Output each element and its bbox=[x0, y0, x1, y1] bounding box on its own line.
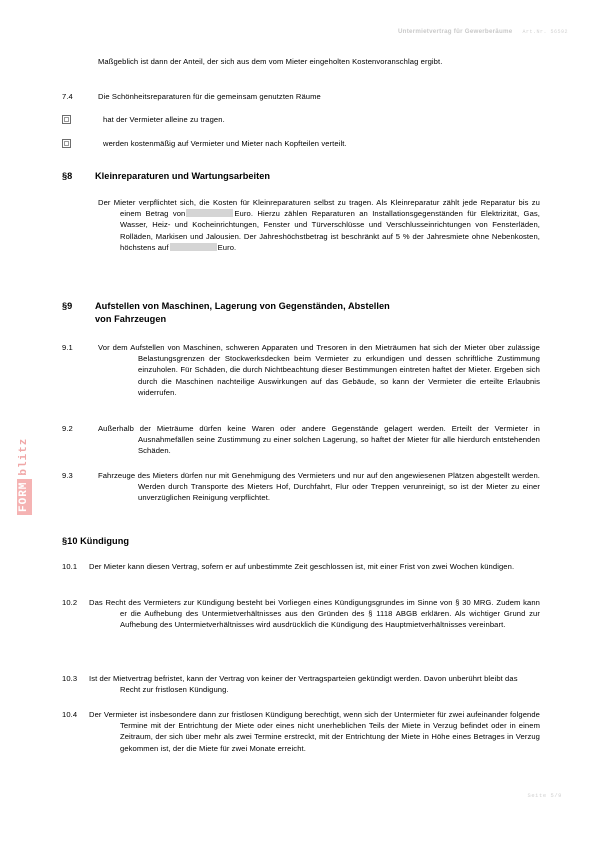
section-9-heading bbox=[62, 300, 540, 326]
clause-9-3 bbox=[62, 470, 540, 504]
clause-9-2-text: Außerhalb der Mieträume dürfen keine Waren oder andere Gegenstände gelagert werden. Erteilt der Vermieter in Ausnahmefällen seine Zustimmung zu einer solchen Lagerung, so haftet der Mieter für alle hierdurch entstehenden Schäden. bbox=[98, 424, 540, 456]
section-8-paragraph bbox=[98, 197, 540, 253]
section-8-title: Kleinreparaturen und Wartungsarbeiten bbox=[95, 171, 271, 181]
section-8-text-part1: Der Mieter verpflichtet sich, die Kosten für Kleinreparaturen selbst zu tragen. Als Kleinreparatur zählt jede Reparatur bis zu einem Betrag von bbox=[98, 198, 540, 219]
checkbox-option-1-label: hat der Vermieter alleine zu tragen. bbox=[103, 115, 225, 124]
document-header bbox=[398, 28, 568, 35]
clause-10-3 bbox=[62, 673, 540, 695]
clause-10-4-number: 10.4 bbox=[62, 710, 78, 719]
header-document-title: Untermietvertrag für Gewerberäume bbox=[397, 28, 513, 35]
section-8-text-part2: Euro. Hierzu zählen Reparaturen an Installationsgegenständen für Elektrizität, Gas, Wasser, Heiz- und Kocheinrichtungen, Fenster und Türverschlüsse und Verschlusseinrichtungen von Fensterläden, Rolläden, Markisen und Jalousien. Der Jahreshöchstbetrag ist beschränkt auf 5 % der Jahresmiete ohne Nebenkosten, höchstens auf bbox=[120, 209, 540, 252]
clause-9-1 bbox=[62, 342, 540, 398]
clause-7-4-intro-text: Maßgeblich ist dann der Anteil, der sich aus dem vom Mieter eingeholten Kostenvoranschlag ergibt. bbox=[98, 57, 443, 66]
clause-9-2-number: 9.2 bbox=[62, 424, 73, 433]
clause-10-4-text: Der Vermieter ist insbesondere dann zur fristlosen Kündigung berechtigt, wenn sich der Untermieter für zwei aufeinander folgende Termine mit der Entrichtung der Miete oder eines nicht unerheblichen Teils der Miete in Verzug befindet oder in einem Zeitraum, der sich über mehr als zwei Termine erstreckt, mit der Entrichtung der Miete in Höhe eines Betrages in Verzug gekommen ist, der die Miete für zwei Monate erreicht. bbox=[89, 710, 540, 753]
section-8-text-part3: Euro. bbox=[217, 242, 237, 252]
clause-9-1-text: Vor dem Aufstellen von Maschinen, schweren Apparaten und Tresoren in den Mieträumen hat sich der Mieter über zulässige Belastungsgrenzen der Stockwerksdecken beim Vermieter zu erkundigen und dessen schriftliche Zustimmung einzuholen. Für Schäden, die durch Nichtbeachtung dieser Bestimmungen eintreten haftet der Mieter. Ergeben sich durch die Maschinen nachteilige Auswirkungen auf das Gebäude, so kann der Vermieter die erteilte Erlaubnis widerrufen. bbox=[98, 343, 540, 397]
clause-10-4 bbox=[62, 709, 540, 754]
clause-9-3-number: 9.3 bbox=[62, 471, 73, 480]
clause-9-1-number: 9.1 bbox=[62, 343, 73, 352]
checkbox-option-2-label: werden kostenmäßig auf Vermieter und Mieter nach Kopfteilen verteilt. bbox=[103, 139, 347, 148]
clause-7-4-intro-paragraph bbox=[62, 56, 540, 67]
clause-10-2-number: 10.2 bbox=[62, 598, 78, 607]
section-8-heading bbox=[62, 170, 540, 183]
checkbox-icon-option-1[interactable] bbox=[62, 115, 71, 124]
footer-page-number: Seite 5/9 bbox=[527, 793, 562, 799]
checkbox-option-1-cell[interactable] bbox=[62, 114, 103, 124]
checkbox-option-1-row[interactable] bbox=[62, 114, 540, 125]
section-9-title-line-1: Aufstellen von Maschinen, Lagerung von Gegenständen, Abstellen bbox=[95, 301, 390, 311]
clause-7-4 bbox=[62, 91, 540, 102]
clause-10-2-text: Das Recht des Vermieters zur Kündigung besteht bei Vorliegen eines Kündigungsgrundes im Sinne von § 30 MRG. Zudem kann er die Aufhebung des Untermietverhältnisses aus den Gründen des § 1118 ABGB erklären. Als wichtiger Grund zur Aufhebung des Untermietverhältnisses wird ausdrücklich die Kündigung des Hauptmietverhältnisses vereinbart. bbox=[89, 598, 540, 630]
clause-10-1 bbox=[62, 561, 540, 572]
blank-field-jahreshoechstbetrag[interactable] bbox=[170, 243, 217, 251]
clause-10-3-text: Ist der Mietvertrag befristet, kann der Vertrag von keiner der Vertragsparteien gekündigt werden. Davon unberührt bleibt das Recht zur fristlosen Kündigung. bbox=[89, 674, 518, 695]
section-9-title-line-2: von Fahrzeugen bbox=[95, 314, 167, 324]
checkbox-icon-option-2[interactable] bbox=[62, 139, 71, 148]
header-article-number: Art.Nr. 56592 bbox=[522, 29, 568, 35]
blank-field-kleinreparatur-betrag[interactable] bbox=[186, 209, 233, 217]
section-8-number: §8 bbox=[62, 171, 73, 181]
watermark-form-text: FORM bbox=[17, 479, 32, 515]
clause-9-2 bbox=[62, 423, 540, 457]
checkbox-option-2-row[interactable] bbox=[62, 138, 540, 149]
watermark-blitz-text: blitz bbox=[18, 437, 30, 476]
section-10-number: §10 bbox=[62, 536, 78, 546]
clause-10-3-number: 10.3 bbox=[62, 674, 78, 683]
formblitz-watermark bbox=[13, 405, 35, 515]
section-10-heading bbox=[62, 535, 540, 548]
clause-9-3-text: Fahrzeuge des Mieters dürfen nur mit Genehmigung des Vermieters und nur auf den angewiesenen Plätzen abgestellt werden. Werden durch Transporte des Mieters Hof, Durchfahrt, Flur oder Treppen verunreinigt, so ist der Mieter zu einer unverzüglichen Reinigung verpflichtet. bbox=[98, 471, 540, 503]
section-10-title: Kündigung bbox=[80, 536, 130, 546]
clause-10-2 bbox=[62, 597, 540, 631]
clause-10-1-text: Der Mieter kann diesen Vertrag, sofern er auf unbestimmte Zeit geschlossen ist, mit einer Frist von zwei Wochen kündigen. bbox=[89, 562, 515, 571]
clause-7-4-number: 7.4 bbox=[62, 92, 73, 101]
clause-10-1-number: 10.1 bbox=[62, 562, 78, 571]
checkbox-option-2-cell[interactable] bbox=[62, 138, 103, 148]
section-9-number: §9 bbox=[62, 301, 73, 311]
section-8-body bbox=[62, 197, 540, 253]
clause-7-4-text: Die Schönheitsreparaturen für die gemeinsam genutzten Räume bbox=[98, 92, 321, 101]
